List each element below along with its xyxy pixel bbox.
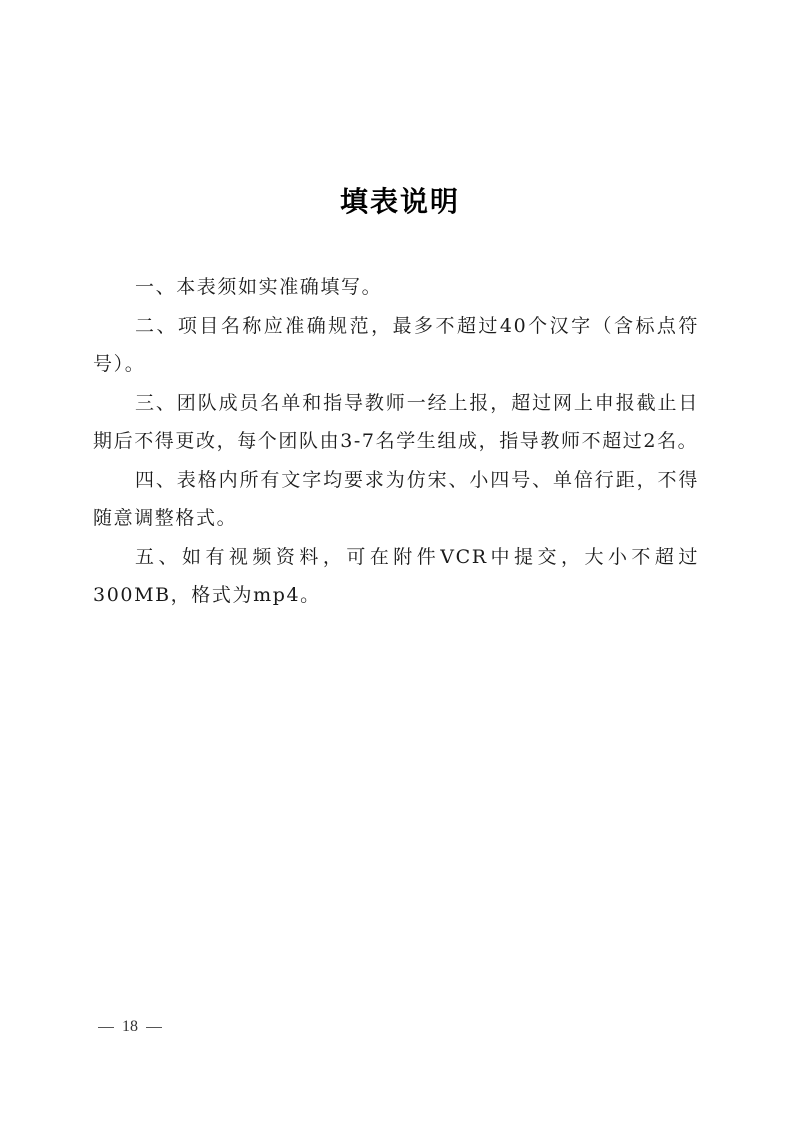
page-footer — [98, 1018, 162, 1036]
instruction-item-5: 五、如有视频资料，可在附件VCR中提交，大小不超过300MB，格式为mp4。 — [93, 545, 699, 606]
instruction-item-3: 三、团队成员名单和指导教师一经上报，超过网上申报截止日期后不得更改，每个团队由3-7名学生组成，指导教师不超过2名。 — [93, 391, 699, 452]
dash-left-icon — [98, 1027, 114, 1028]
instruction-item-2: 二、项目名称应准确规范，最多不超过40个汉字（含标点符号）。 — [93, 314, 699, 375]
page-number: 18 — [122, 1018, 138, 1035]
instructions-body — [93, 268, 699, 615]
dash-right-icon — [146, 1027, 162, 1028]
instruction-item-4: 四、表格内所有文字均要求为仿宋、小四号、单倍行距，不得随意调整格式。 — [93, 468, 699, 529]
instruction-item-1: 一、本表须如实准确填写。 — [135, 276, 383, 298]
page-title: 填表说明 — [339, 185, 460, 218]
